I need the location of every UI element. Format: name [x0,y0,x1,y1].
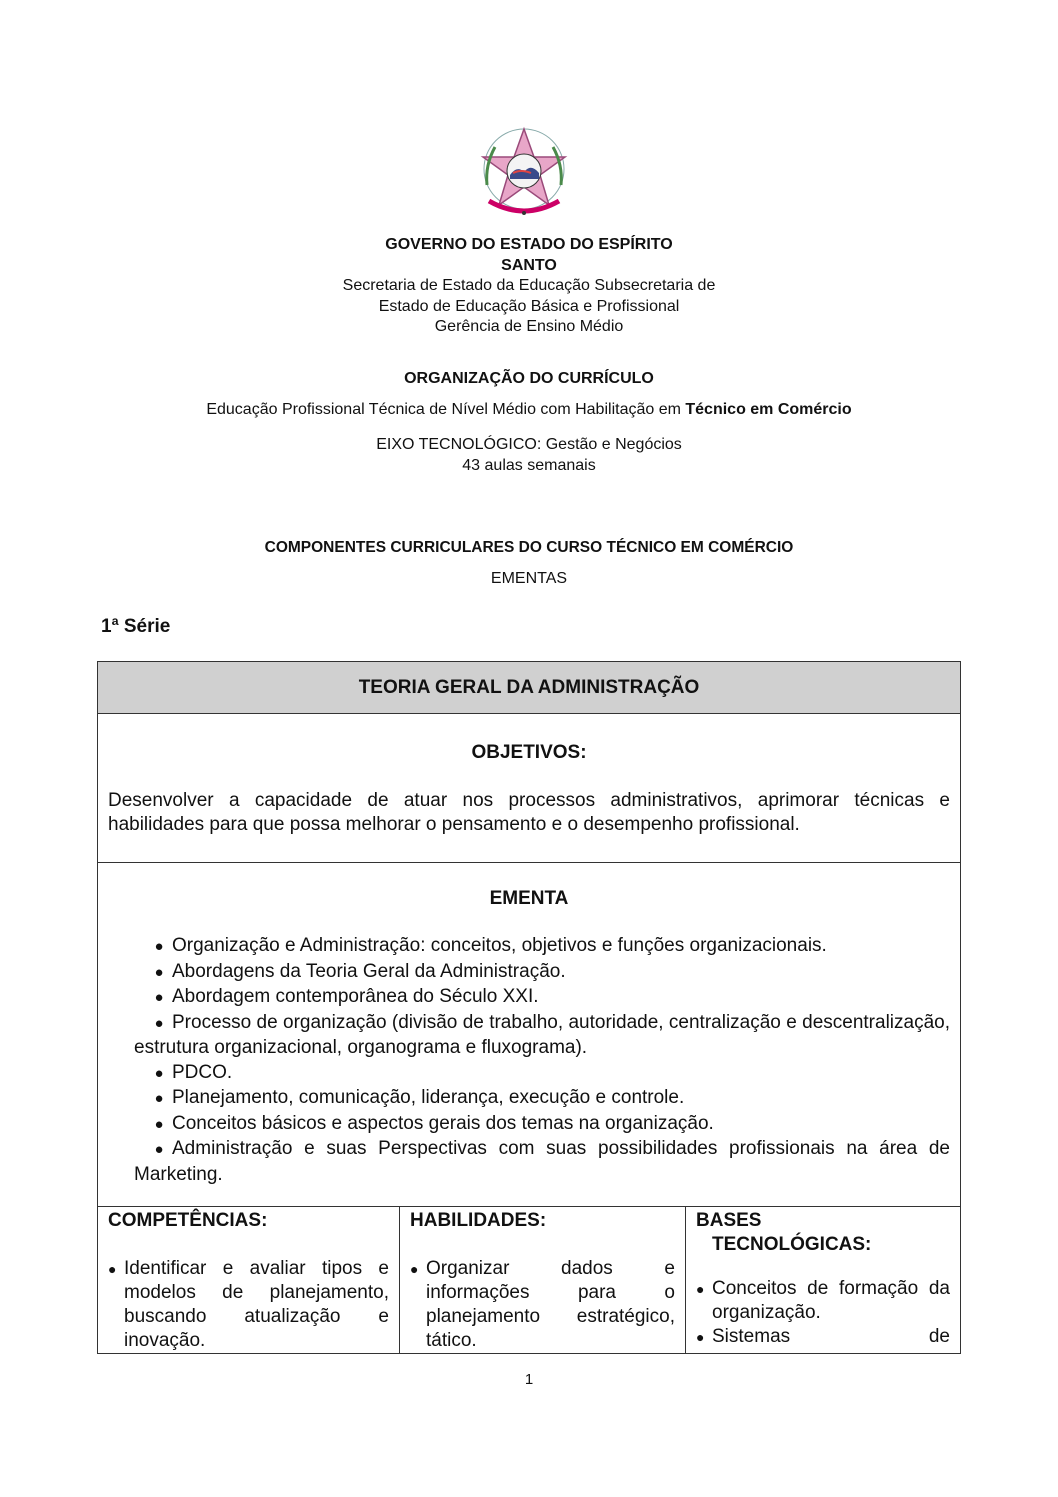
bases-heading-2: TECNOLÓGICAS: [712,1234,872,1255]
aulas-semanais: 43 aulas semanais [462,457,596,474]
bullet-icon: ● [154,1115,164,1133]
list-item: ● Organizar dados e informações para o planejamento estratégico, tático. [410,1258,675,1351]
organizacao-subtitle-bold: Técnico em Comércio [685,401,852,418]
bullet-icon: ● [154,1064,164,1082]
eixo-tecnologico: EIXO TECNOLÓGICO: Gestão e Negócios [376,436,682,453]
list-item: ● PDCO. [108,1061,950,1087]
bullet-icon: ● [154,989,164,1006]
list-item: ● Identificar e avaliar tipos e modelos de planejamento, buscando atualização e inovação. [108,1258,389,1351]
state-seal-emblem [479,125,569,223]
eixo-block [0,434,1058,476]
serie-heading: 1ª Série [101,616,171,637]
bullet-icon: ● [108,1261,117,1277]
list-item: ● Administração e suas Perspectivas com suas possibilidades profissionais na área de Marketing. [134,1138,950,1185]
bullet-icon: ● [154,1141,164,1158]
ementas-label: EMENTAS [490,570,568,587]
organizacao-title: ORGANIZAÇÃO DO CURRÍCULO [404,370,654,387]
objetivos-text: Desenvolver a capacidade de atuar nos processos administrativos, aprimorar técnicas e habilidades para que possa melhorar o pensamento e o desempenho profissional. [108,790,950,835]
list-item: ● Abordagem contemporânea do Século XXI. [108,985,950,1011]
list-item: ● Conceitos de formação da organização. [696,1278,950,1323]
objetivos-cell [97,713,961,863]
page-number: 1 [524,1371,534,1388]
bases-heading-1: BASES [696,1210,762,1231]
header-line-1: GOVERNO DO ESTADO DO ESPÍRITO [385,236,673,253]
list-item: ● Planejamento, comunicação, liderança, execução e controle. [108,1086,950,1112]
header-line-4: Estado de Educação Básica e Profissional [378,297,680,315]
bases-tecnologicas-column [686,1207,960,1353]
header-line-2: SANTO [501,256,557,274]
disciplina-title: TEORIA GERAL DA ADMINISTRAÇÃO [358,676,700,698]
list-item: ● Organização e Administração: conceitos, objetivos e funções organizacionais. [108,934,950,960]
list-item: ● Abordagens da Teoria Geral da Administração. [108,960,950,986]
institution-header [0,235,1058,338]
ementa-list [108,934,950,1187]
habilidades-column [400,1207,686,1353]
habilidades-heading: HABILIDADES: [410,1210,547,1231]
list-item: ● Processo de organização (divisão de trabalho, autoridade, centralização e descentralização, estrutura organizacional, organograma e fluxograma). [134,1011,950,1058]
organizacao-subtitle [0,401,1058,419]
competencias-heading: COMPETÊNCIAS: [108,1210,268,1231]
bullet-icon: ● [696,1329,705,1345]
list-item: ● Conceitos básicos e aspectos gerais dos temas na organização. [108,1112,950,1138]
bullet-icon: ● [410,1261,419,1277]
componentes-title: COMPONENTES CURRICULARES DO CURSO TÉCNICO EM COMÉRCIO [264,539,794,556]
competencias-column [98,1207,400,1353]
list-item: ● Sistemas de [696,1326,950,1347]
ementa-cell [97,862,961,1207]
bullet-icon: ● [154,938,164,955]
bullet-icon: ● [154,1090,164,1107]
objetivos-heading: OBJETIVOS: [471,742,587,763]
ementa-heading: EMENTA [489,888,569,909]
bullet-icon: ● [696,1281,705,1297]
header-line-5: Gerência de Ensino Médio [434,318,624,335]
competencias-table [97,1206,961,1354]
organizacao-subtitle-text: Educação Profissional Técnica de Nível Médio com Habilitação em [206,401,686,418]
header-line-3: Secretaria de Estado da Educação Subsecretaria de [342,277,716,294]
bullet-icon: ● [154,1014,164,1032]
disciplina-title-cell [97,661,961,714]
bullet-icon: ● [154,963,164,981]
